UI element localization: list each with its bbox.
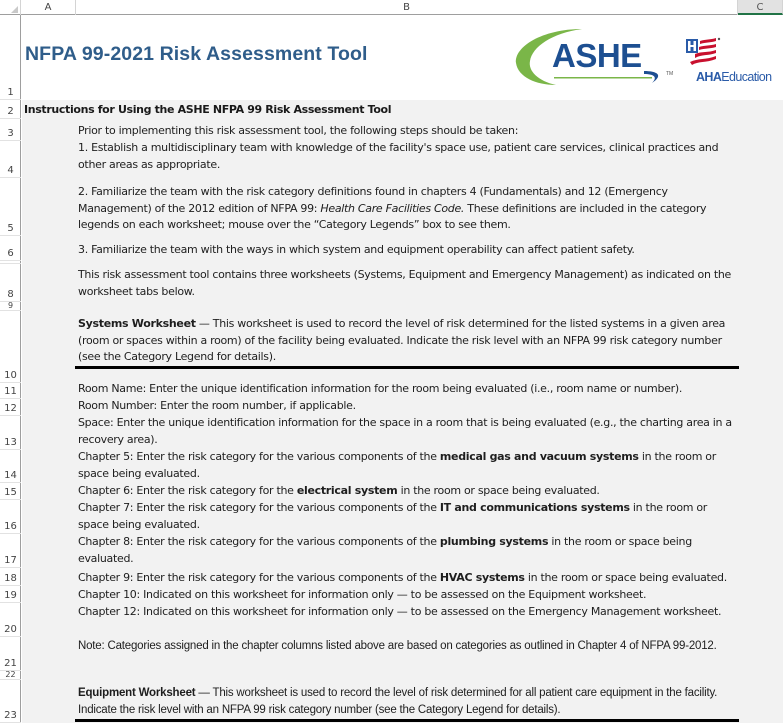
row-header-11[interactable]: 11 [0,383,21,399]
instructions-heading[interactable]: Instructions for Using the ASHE NFPA 99 Risk Assessment Tool [24,103,392,116]
column-header-a[interactable]: A [21,0,76,15]
chapter-6-text[interactable] [78,483,738,500]
chapter-10-text[interactable]: Chapter 10: Indicated on this worksheet for information only — to be assessed on the Equipment worksheet. [78,588,647,601]
chapter-9-part-b: in the room or space being evaluated. [524,571,727,584]
chapter-12-text[interactable]: Chapter 12: Indicated on this worksheet for information only — to be assessed on the Emergency Management worksheet. [78,605,722,618]
equipment-divider-line [75,719,739,722]
systems-worksheet-text[interactable] [78,316,738,366]
chapter-6-part-b: in the room or space being evaluated. [397,484,600,497]
chapter-5-part-a: Chapter 5: Enter the risk category for the various components of the [78,450,440,463]
step-2-part-a: 2. Familiarize the team with the risk category definitions found in chapters 4 (Fundamentals) and 12 (Emergency Management) of the 2012 edition of NFPA 99: [78,185,668,215]
row-header-19[interactable]: 19 [0,586,21,603]
chapter-8-part-a: Chapter 8: Enter the risk category for the various components of the [78,535,440,548]
column-header-bar [0,0,783,15]
row-header-1[interactable]: 1 [0,15,21,100]
chapter-7-bold: IT and communications systems [439,501,630,514]
chapter-5-part-b: in the room or space being evaluated. [78,450,716,480]
row-header-17[interactable]: 17 [0,534,21,568]
row-header-10[interactable]: 10 [0,311,21,383]
row-header-18[interactable]: 18 [0,568,21,586]
ashe-trademark: TM [666,71,674,77]
row-header-16[interactable]: 16 [0,500,21,534]
chapter-6-bold: electrical system [296,484,398,497]
row-header-5[interactable]: 5 [0,178,21,236]
select-all-corner[interactable] [0,0,21,15]
ashe-logo [512,25,672,89]
chapter-5-bold: medical gas and vacuum systems [439,450,639,463]
chapter-8-text[interactable] [78,534,738,567]
aha-logo-text [696,70,772,84]
room-number-text[interactable]: Room Number: Enter the room number, if applicable. [78,399,356,412]
row-header-2[interactable]: 2 [0,100,21,119]
row-header-23[interactable]: 23 [0,680,21,723]
step-1-text[interactable]: 1. Establish a multidisciplinary team with knowledge of the facility's space use, patient care services, clinical practices and other areas as appropriate. [78,141,719,171]
prior-intro-text[interactable]: Prior to implementing this risk assessment tool, the following steps should be taken: [78,124,519,137]
chapter-7-part-b: in the room or space being evaluated. [78,501,708,531]
worksheet-grid[interactable] [22,15,783,723]
row-header-20[interactable]: 20 [0,603,21,637]
worksheets-intro-text[interactable]: This risk assessment tool contains three worksheets (Systems, Equipment and Emergency Management) as indicated on the worksheet tabs below. [78,268,731,298]
equipment-worksheet-title: Equipment Worksheet [78,687,196,699]
title-row [22,15,783,100]
column-header-b[interactable]: B [76,0,738,15]
ashe-logo-text: ASHE [552,37,642,74]
row-header-8[interactable]: 8 [0,264,21,302]
chapter-5-text[interactable] [78,449,738,482]
space-text[interactable]: Space: Enter the unique identification information for the space in a room that is being evaluated (e.g., the charting area in a recovery area). [78,416,732,446]
chapter-7-part-a: Chapter 7: Enter the risk category for the various components of the [78,501,440,514]
systems-divider-line [75,366,739,369]
step-2-part-b: These definitions are included in the category legends on each worksheet; mouse over the “Category Legends” box to see them. [78,201,707,231]
row-header-6[interactable]: 6 [0,236,21,261]
row-header-21[interactable]: 21 [0,637,21,671]
note-text[interactable]: Note: Categories assigned in the chapter columns listed above are based on categories as outlined in Chapter 4 of NFPA 99-2012. [78,640,717,652]
instructions-area [22,100,783,723]
chapter-9-bold: HVAC systems [439,571,525,584]
step-2-text[interactable] [78,184,738,234]
aha-education-logo [682,37,782,87]
chapter-7-text[interactable] [78,500,738,533]
step-2-italic-code: Health Care Facilities Code. [320,201,465,215]
row-header-15[interactable]: 15 [0,483,21,500]
column-header-c[interactable]: C [738,0,783,15]
row-header-strip [0,15,21,723]
aha-logo-education: Education [721,70,772,84]
systems-worksheet-desc: — This worksheet is used to record the level of risk determined for the listed systems in a given area (room or spaces within a room) of the facility being evaluated. Indicate the risk level with an NFPA 99 risk category number (see the Category Legend for details). [78,317,726,363]
room-name-text[interactable]: Room Name: Enter the unique identification information for the room being evaluated (i.e., room name or number). [78,382,683,395]
equipment-worksheet-text[interactable] [78,685,738,718]
row-header-13[interactable]: 13 [0,416,21,450]
page-title: NFPA 99-2021 Risk Assessment Tool [25,43,368,65]
row-header-12[interactable]: 12 [0,399,21,416]
chapter-8-part-b: in the room or space being evaluated. [78,535,692,565]
equipment-worksheet-desc: — This worksheet is used to record the level of risk determined for all patient care equipment in the facility. Indicate the risk level with an NFPA 99 risk category number (see the Category Legend for details). [78,687,718,716]
aha-logo-aha: AHA [696,70,722,84]
row-header-14[interactable]: 14 [0,450,21,483]
step-3-text[interactable]: 3. Familiarize the team with the ways in which system and equipment operability can affect patient safety. [78,243,635,256]
chapter-9-part-a: Chapter 9: Enter the risk category for the various components of the [78,571,440,584]
systems-worksheet-title: Systems Worksheet [78,317,196,330]
row-header-22[interactable]: 22 [0,671,21,680]
chapter-6-part-a: Chapter 6: Enter the risk category for the [78,484,297,497]
row-header-3[interactable]: 3 [0,119,21,141]
row-header-4[interactable]: 4 [0,141,21,178]
row-header-9[interactable]: 9 [0,302,21,311]
select-all-triangle-icon [11,6,18,13]
chapter-8-bold: plumbing systems [439,535,549,548]
aha-flag-icon [686,37,726,71]
chapter-9-text[interactable] [78,570,738,587]
